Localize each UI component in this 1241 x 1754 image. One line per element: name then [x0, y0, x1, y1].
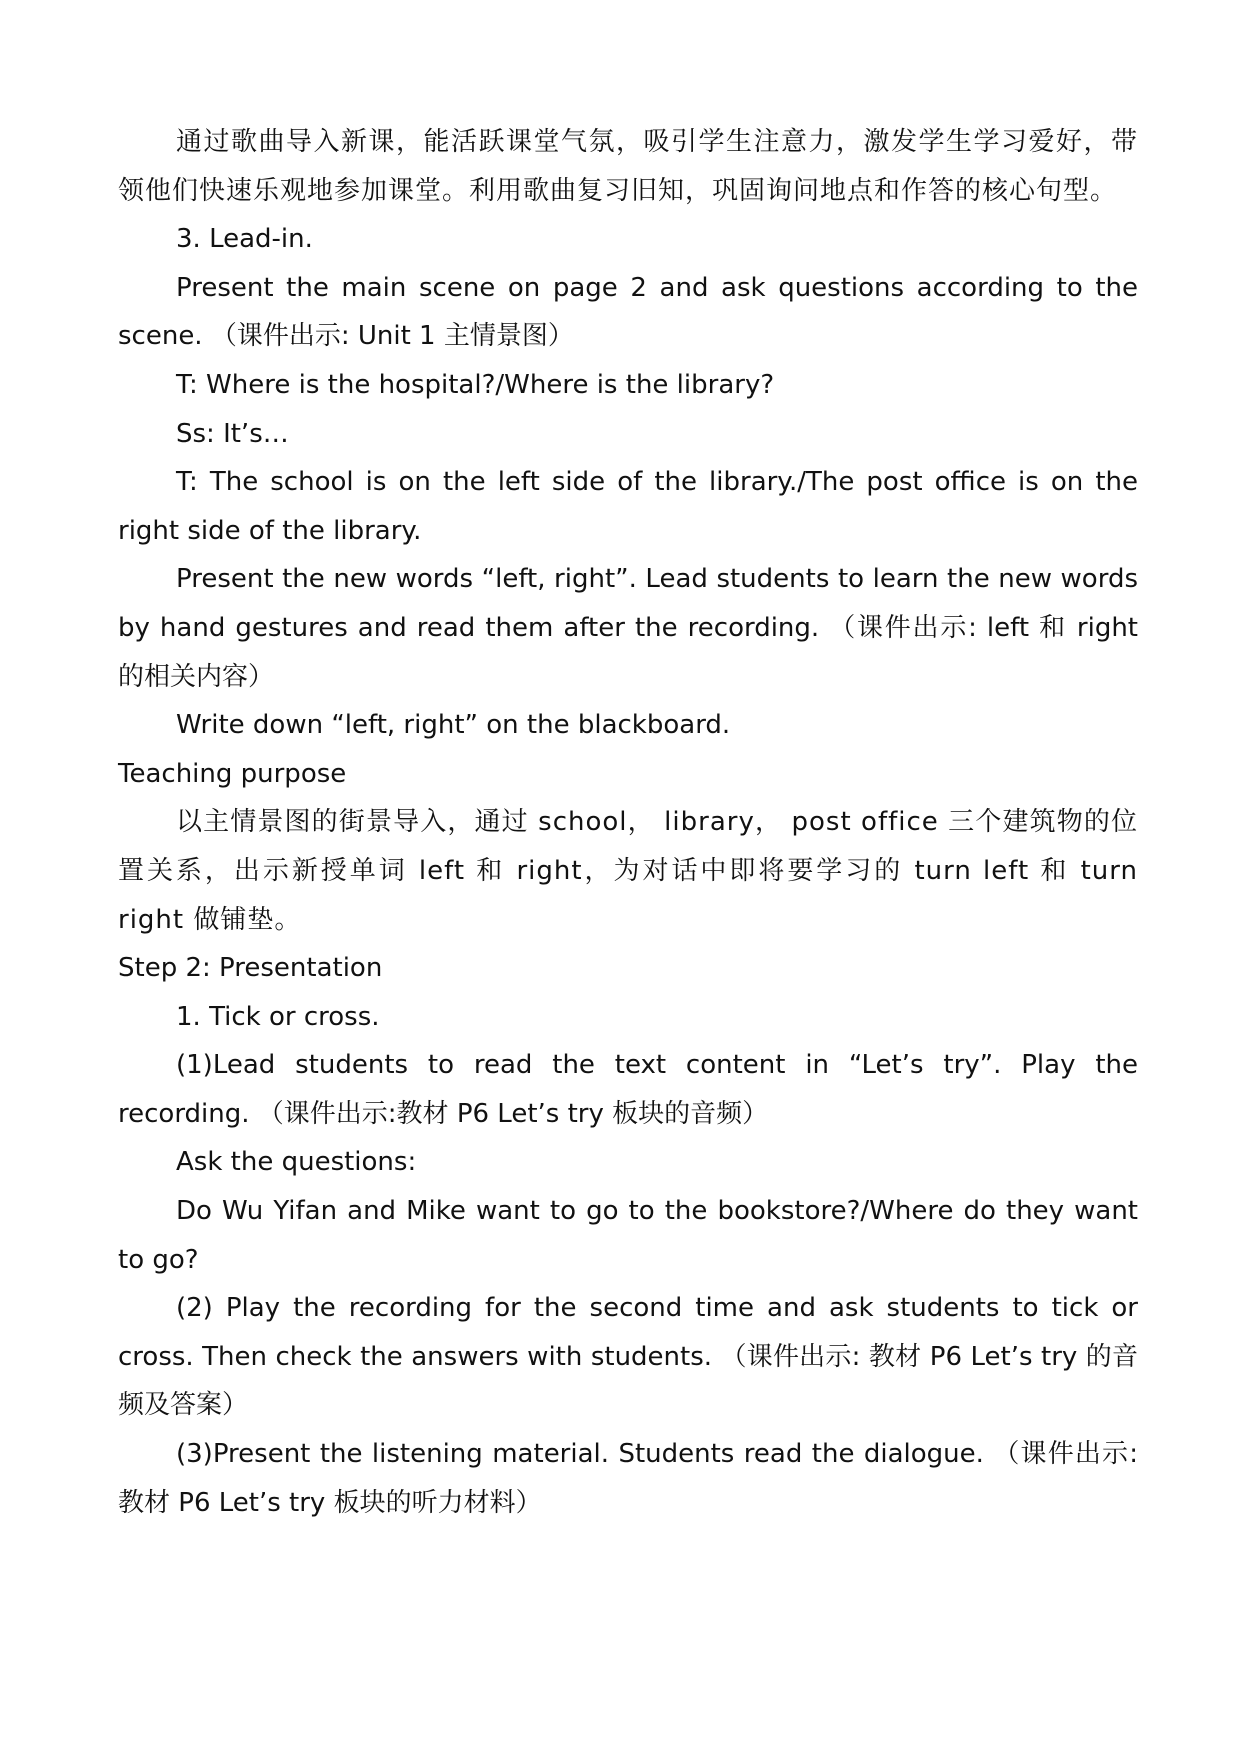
paragraph-purpose-scene: 以主情景图的街景导入，通过 school， library， post office 三个建筑物的位置关系，出示新授单词 left 和 right，为对话中即将要学习的 turn left 和 turn right 做铺垫。 — [118, 807, 1138, 935]
heading-teaching-purpose: Teaching purpose — [118, 758, 347, 789]
paragraph-students-answer: Ss: It’s… — [176, 418, 289, 449]
paragraph-ask-questions: Ask the questions: — [176, 1147, 417, 1178]
paragraph-present-main-scene: Present the main scene on page 2 and ask questions according to the scene. （课件出示: Unit 1 主情景图） — [118, 272, 1138, 352]
paragraph-second-play: (2) Play the recording for the second time and ask students to tick or cross. Then check the answers with students. （课件出示: 教材 P6 Let’s try 的音频及答案） — [118, 1293, 1138, 1421]
paragraph-listening-material: (3)Present the listening material. Students read the dialogue. （课件出示: 教材 P6 Let’s try 板块的听力材料） — [118, 1439, 1138, 1518]
paragraph-purpose-song: 通过歌曲导入新课，能活跃课堂气氛，吸引学生注意力，激发学生学习爱好，带领他们快速乐观地参加课堂。利用歌曲复习旧知，巩固询问地点和作答的核心句型。 — [118, 127, 1138, 206]
paragraph-present-new-words: Present the new words “left, right”. Lead students to learn the new words by hand gestures and read them after the recording. （课件出示: left 和 right 的相关内容） — [118, 564, 1138, 692]
heading-step-2: Step 2: Presentation — [118, 953, 383, 984]
paragraph-step-lead-in: 3. Lead-in. — [176, 224, 313, 255]
document-body — [118, 118, 1138, 1527]
paragraph-teacher-question: T: Where is the hospital?/Where is the library? — [176, 369, 775, 400]
paragraph-lets-try-read: (1)Lead students to read the text content in “Let’s try”. Play the recording. （课件出示:教材 P6 Let’s try 板块的音频） — [118, 1050, 1138, 1129]
paragraph-write-down: Write down “left, right” on the blackboard. — [176, 710, 731, 741]
paragraph-tick-or-cross: 1. Tick or cross. — [176, 1001, 380, 1032]
paragraph-teacher-statement: T: The school is on the left side of the library./The post office is on the right side of the library. — [118, 467, 1138, 546]
paragraph-bookstore-question: Do Wu Yifan and Mike want to go to the bookstore?/Where do they want to go? — [118, 1196, 1138, 1275]
